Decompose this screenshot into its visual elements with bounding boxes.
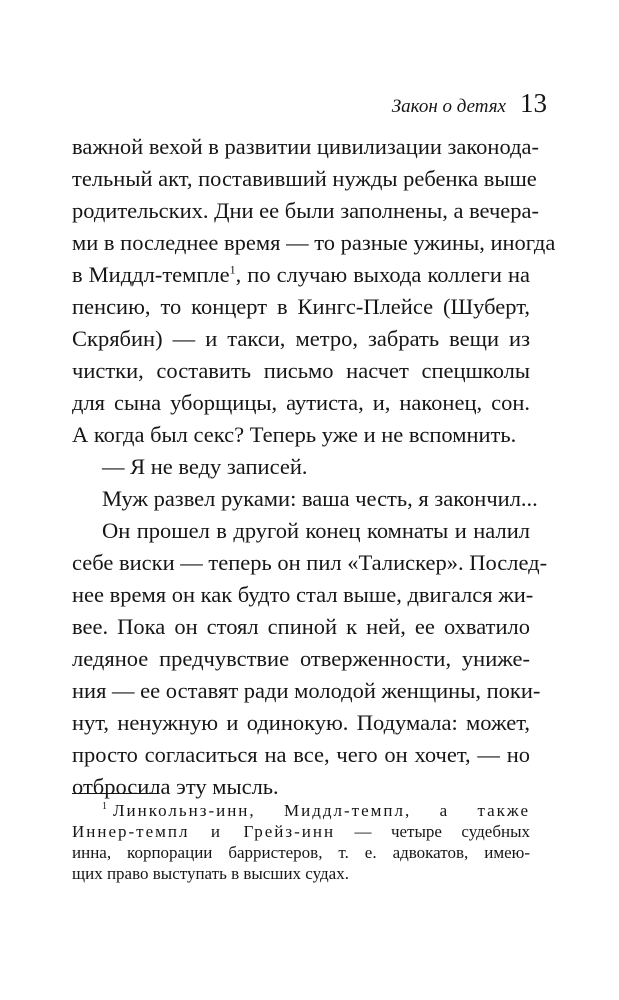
page-number: 13	[520, 88, 547, 118]
text-line: ния — ее оставят ради молодой женщины, поки-	[72, 678, 541, 703]
footnote-text: Линкольнз-инн, Миддл-темпл, а также	[113, 801, 530, 820]
footnote-text: Иннер-темпл и Грейз-инн	[72, 822, 336, 841]
footnote-line: инна, корпорации барристеров, т. е. адвокатов, имею-	[72, 843, 530, 862]
footnote-line: щих право выступать в высших судах.	[72, 864, 349, 883]
footnote-line	[72, 821, 530, 842]
text-line: важной вехой в развитии цивилизации законода-	[72, 134, 540, 159]
text-line: для сына уборщицы, аутиста, и, наконец, сон.	[72, 390, 530, 415]
text-line: себе виски — теперь он пил «Талискер». Послед-	[72, 550, 548, 575]
footnote-line	[72, 800, 530, 821]
text-line: пенсию, то концерт в Кингс-Плейсе (Шуберт,	[72, 294, 530, 319]
text-line: чистки, составить письмо насчет спецшколы	[72, 358, 530, 383]
text-line: просто согласиться на все, чего он хочет, — но	[72, 742, 530, 767]
dialogue-line: — Я не веду записей.	[102, 454, 308, 479]
footnote	[72, 800, 530, 884]
text-line: отбросила эту мысль.	[72, 774, 279, 799]
paragraph-line: Он прошел в другой конец комнаты и налил	[102, 518, 530, 543]
footnote-reference: 1	[229, 262, 236, 277]
text-line: родительских. Дни ее были заполнены, а вечера-	[72, 198, 540, 223]
running-header	[392, 88, 547, 119]
text-line: А когда был секс? Теперь уже и не вспомнить.	[72, 422, 517, 447]
text-line: нут, ненужную и одинокую. Подумала: может,	[72, 710, 530, 735]
text-fragment: в Миддл-темпле	[72, 262, 230, 287]
text-line: вее. Пока он стоял спиной к ней, ее охватило	[72, 614, 530, 639]
paragraph-line: Муж развел руками: ваша честь, я закончил...	[102, 486, 538, 511]
text-line: нее время он как будто стал выше, двигался жи-	[72, 582, 534, 607]
footnote-marker: 1	[102, 801, 107, 813]
text-line	[72, 259, 530, 291]
text-line: тельный акт, поставивший нужды ребенка выше	[72, 166, 537, 191]
text-line: ледяное предчувствие отверженности, униже-	[72, 646, 530, 671]
running-title: Закон о детях	[391, 96, 506, 117]
text-line: ми в последнее время — то разные ужины, иногда	[72, 230, 556, 255]
main-text	[72, 131, 556, 803]
footnote-text: — четыре судебных	[335, 822, 530, 841]
text-line: Скрябин) — и такси, метро, забрать вещи из	[72, 326, 530, 351]
text-fragment: , по случаю выхода коллеги на	[235, 262, 530, 287]
footnote-divider	[72, 793, 158, 794]
